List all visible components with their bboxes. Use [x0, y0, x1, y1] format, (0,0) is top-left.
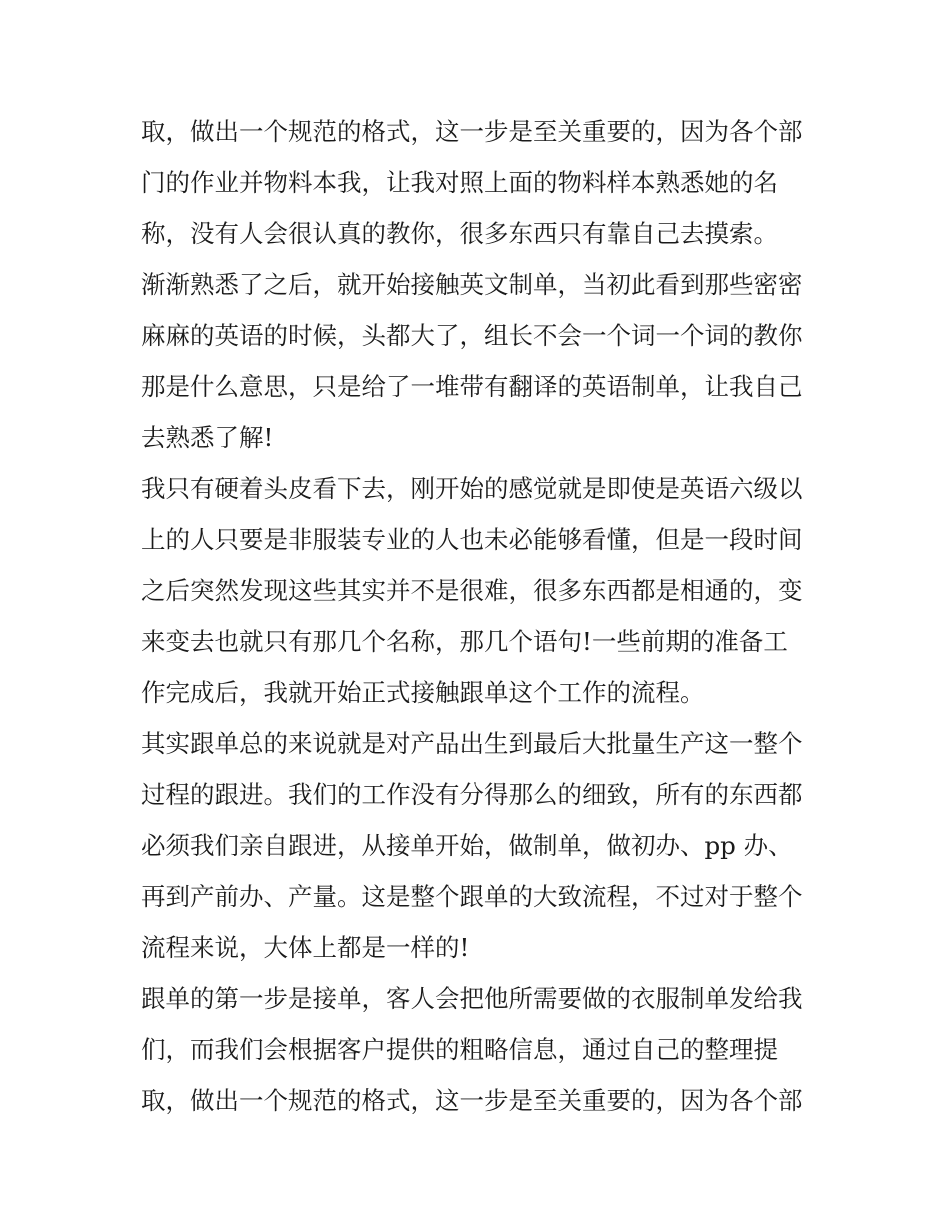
- text-line: 其实跟单总的来说就是对产品出生到最后大批量生产这一整个: [141, 729, 803, 758]
- text-line: 渐渐熟悉了之后，就开始接触英文制单，当初此看到那些密密: [141, 270, 803, 299]
- text-line: 流程来说，大体上都是一样的!: [141, 933, 470, 962]
- text-line: 麻麻的英语的时候，头都大了，组长不会一个词一个词的教你: [141, 321, 803, 350]
- text-line: 去熟悉了解!: [141, 423, 274, 452]
- body-text: [141, 106, 821, 1126]
- text-line: 上的人只要是非服装专业的人也未必能够看懂，但是一段时间: [141, 525, 803, 554]
- text-line: 们，而我们会根据客户提供的粗略信息，通过自己的整理提: [141, 1035, 778, 1064]
- text-line: 称，没有人会很认真的教你，很多东西只有靠自己去摸索。: [141, 219, 778, 248]
- text-line: 来变去也就只有那几个名称，那几个语句!一些前期的准备工: [141, 627, 788, 656]
- text-line: 再到产前办、产量。这是整个跟单的大致流程，不过对于整个: [141, 882, 803, 911]
- text-line: 门的作业并物料本我，让我对照上面的物料样本熟悉她的名: [141, 168, 778, 197]
- text-line: 作完成后，我就开始正式接触跟单这个工作的流程。: [141, 678, 705, 707]
- text-line: 跟单的第一步是接单，客人会把他所需要做的衣服制单发给我: [141, 984, 803, 1013]
- text-line: 取，做出一个规范的格式，这一步是至关重要的，因为各个部: [141, 1086, 803, 1115]
- text-line: 我只有硬着头皮看下去，刚开始的感觉就是即使是英语六级以: [141, 474, 803, 503]
- text-line: 之后突然发现这些其实并不是很难，很多东西都是相通的，变: [141, 576, 803, 605]
- text-line: 过程的跟进。我们的工作没有分得那么的细致，所有的东西都: [141, 780, 803, 809]
- text-line: 必须我们亲自跟进，从接单开始，做制单，做初办、pp 办、: [141, 831, 793, 860]
- text-line: 取，做出一个规范的格式，这一步是至关重要的，因为各个部: [141, 117, 803, 146]
- text-line: 那是什么意思，只是给了一堆带有翻译的英语制单，让我自己: [141, 372, 803, 401]
